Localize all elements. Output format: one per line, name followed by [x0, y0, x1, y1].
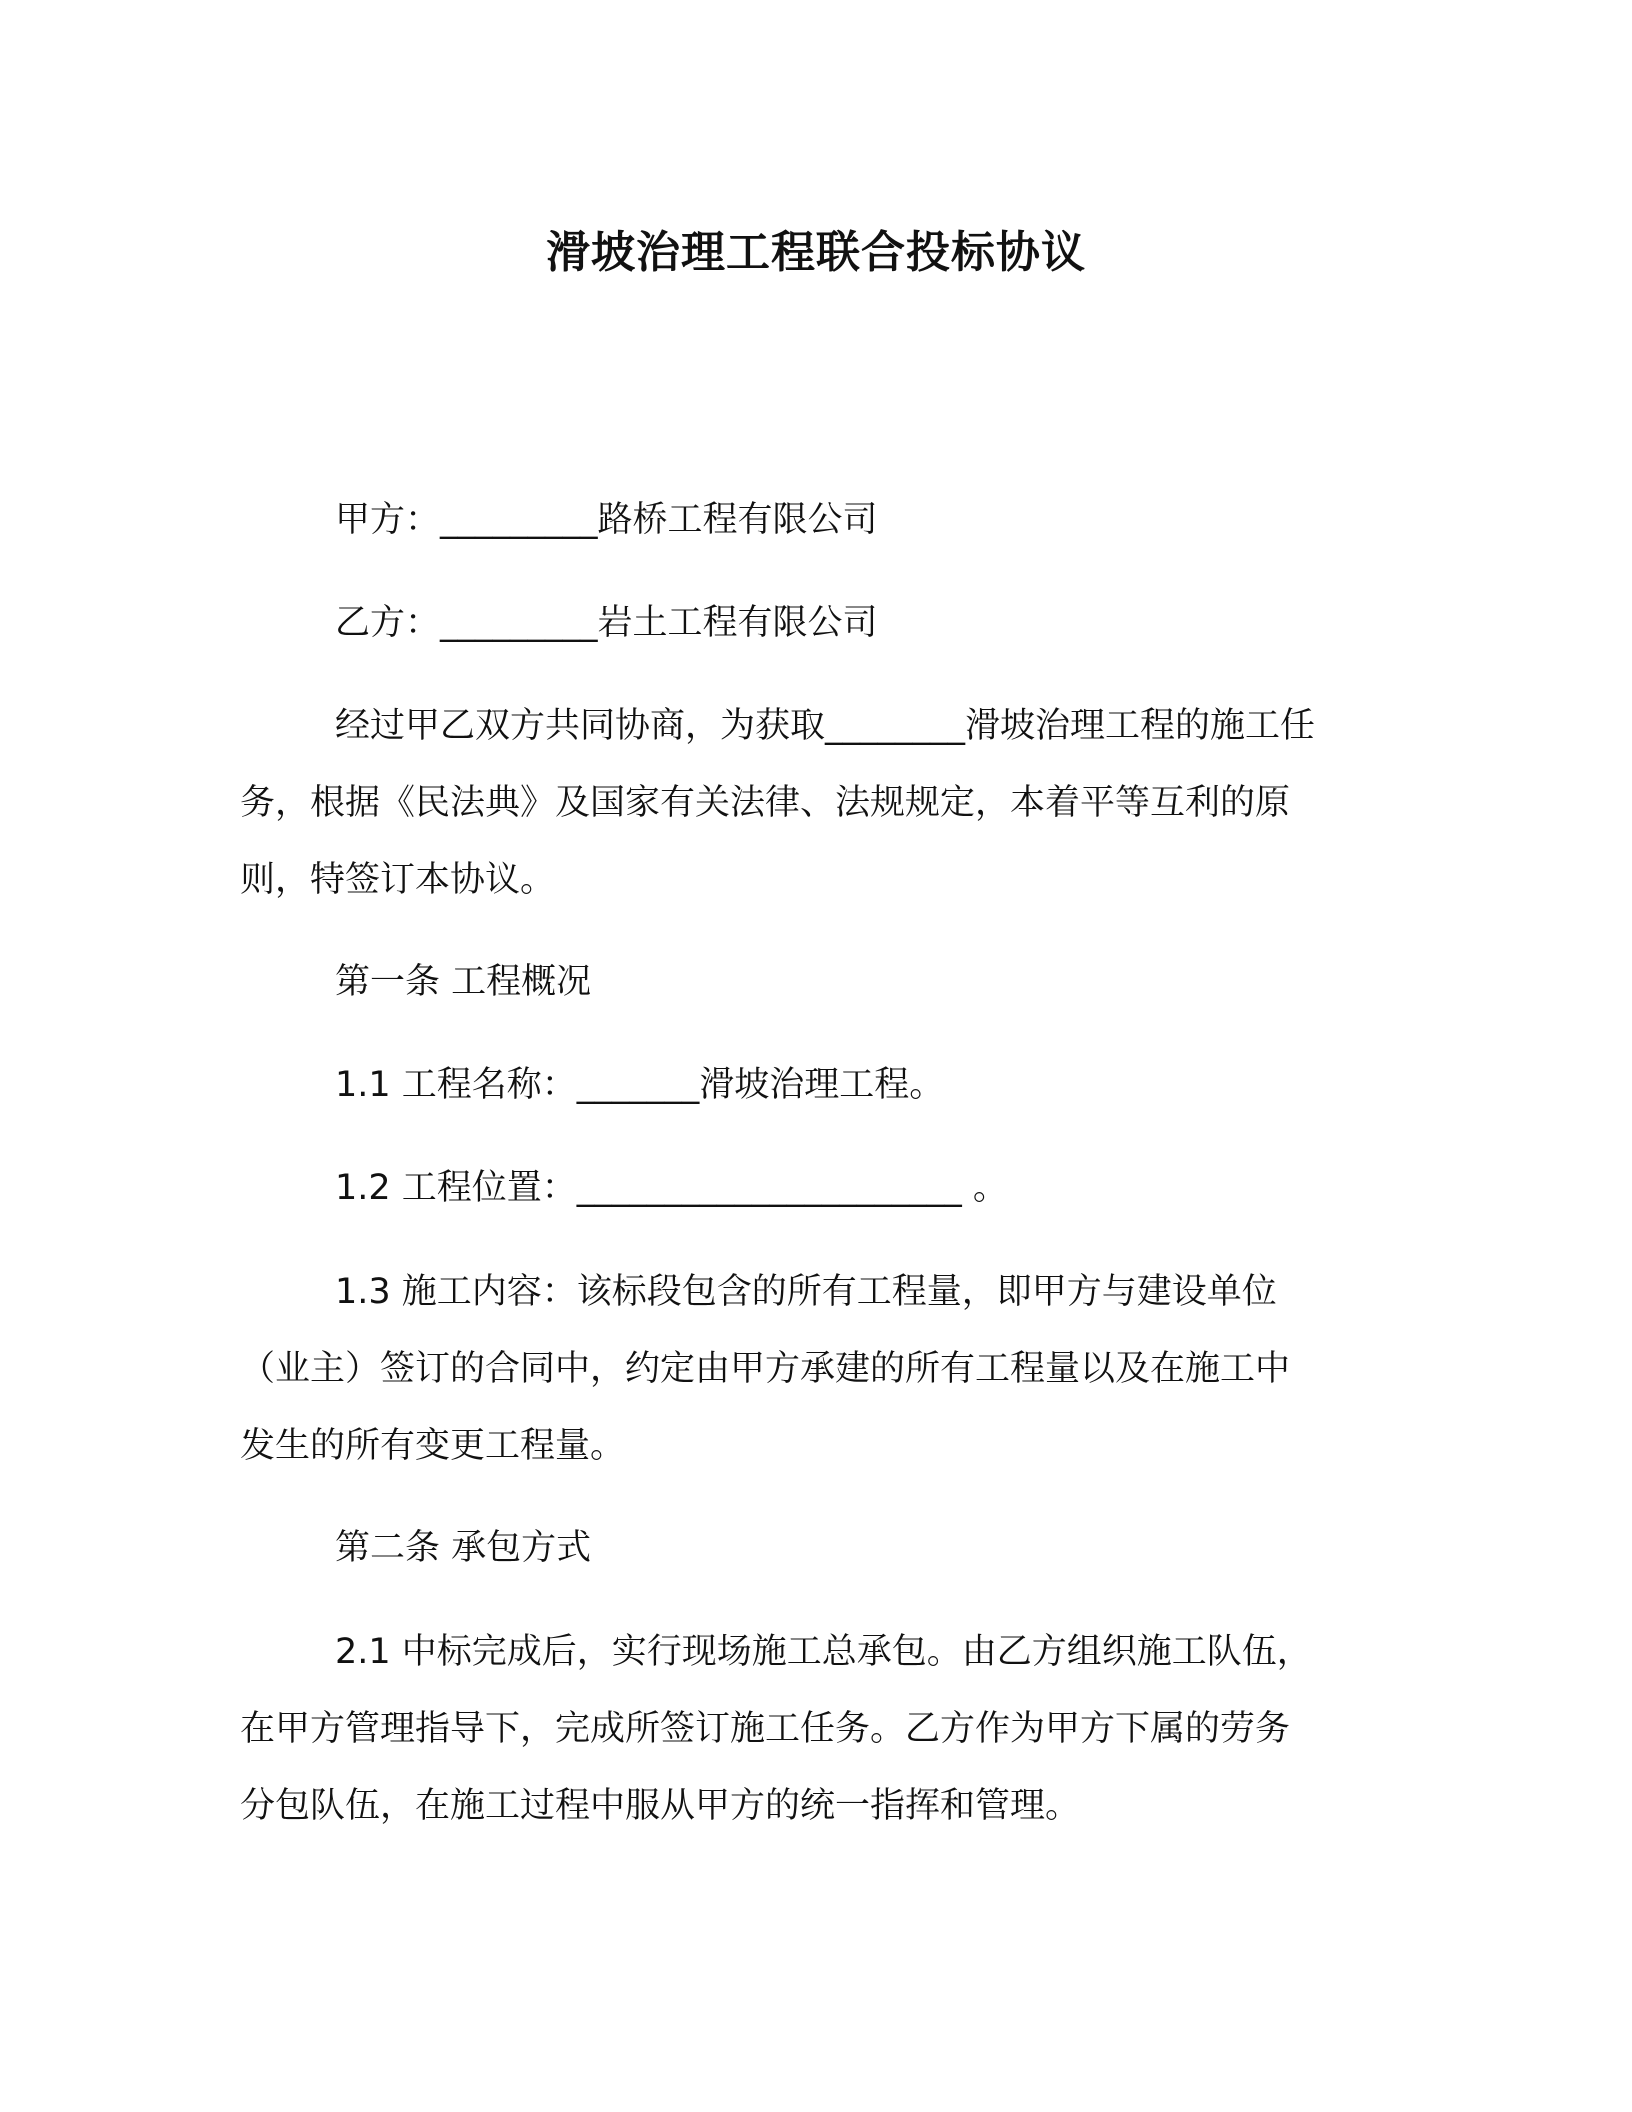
clause-2-1-line-1: 2.1 中标完成后，实行现场施工总承包。由乙方组织施工队伍， — [335, 1632, 1312, 1672]
article-1-heading: 第一条 工程概况 — [335, 962, 592, 1002]
party-a-line: 甲方：_________路桥工程有限公司 — [335, 500, 878, 540]
clause-1-3-line-3: 发生的所有变更工程量。 — [240, 1426, 626, 1466]
preamble-line-3: 则，特签订本协议。 — [240, 860, 556, 900]
preamble-line-2: 务，根据《民法典》及国家有关法律、法规规定，本着平等互利的原 — [240, 783, 1291, 823]
clause-1-2: 1.2 工程位置：______________________ 。 — [335, 1168, 1008, 1208]
document-title: 滑坡治理工程联合投标协议 — [546, 227, 1086, 278]
party-b-line: 乙方：_________岩土工程有限公司 — [335, 603, 878, 643]
clause-2-1-line-3: 分包队伍，在施工过程中服从甲方的统一指挥和管理。 — [240, 1786, 1081, 1826]
clause-1-3-line-2: （业主）签订的合同中，约定由甲方承建的所有工程量以及在施工中 — [240, 1349, 1291, 1389]
clause-2-1-line-2: 在甲方管理指导下，完成所签订施工任务。乙方作为甲方下属的劳务 — [240, 1709, 1291, 1749]
preamble-line-1: 经过甲乙双方共同协商，为获取________滑坡治理工程的施工任 — [335, 706, 1316, 746]
clause-1-3-line-1: 1.3 施工内容：该标段包含的所有工程量，即甲方与建设单位 — [335, 1272, 1277, 1312]
article-2-heading: 第二条 承包方式 — [335, 1528, 592, 1568]
clause-1-1: 1.1 工程名称：_______滑坡治理工程。 — [335, 1065, 945, 1105]
